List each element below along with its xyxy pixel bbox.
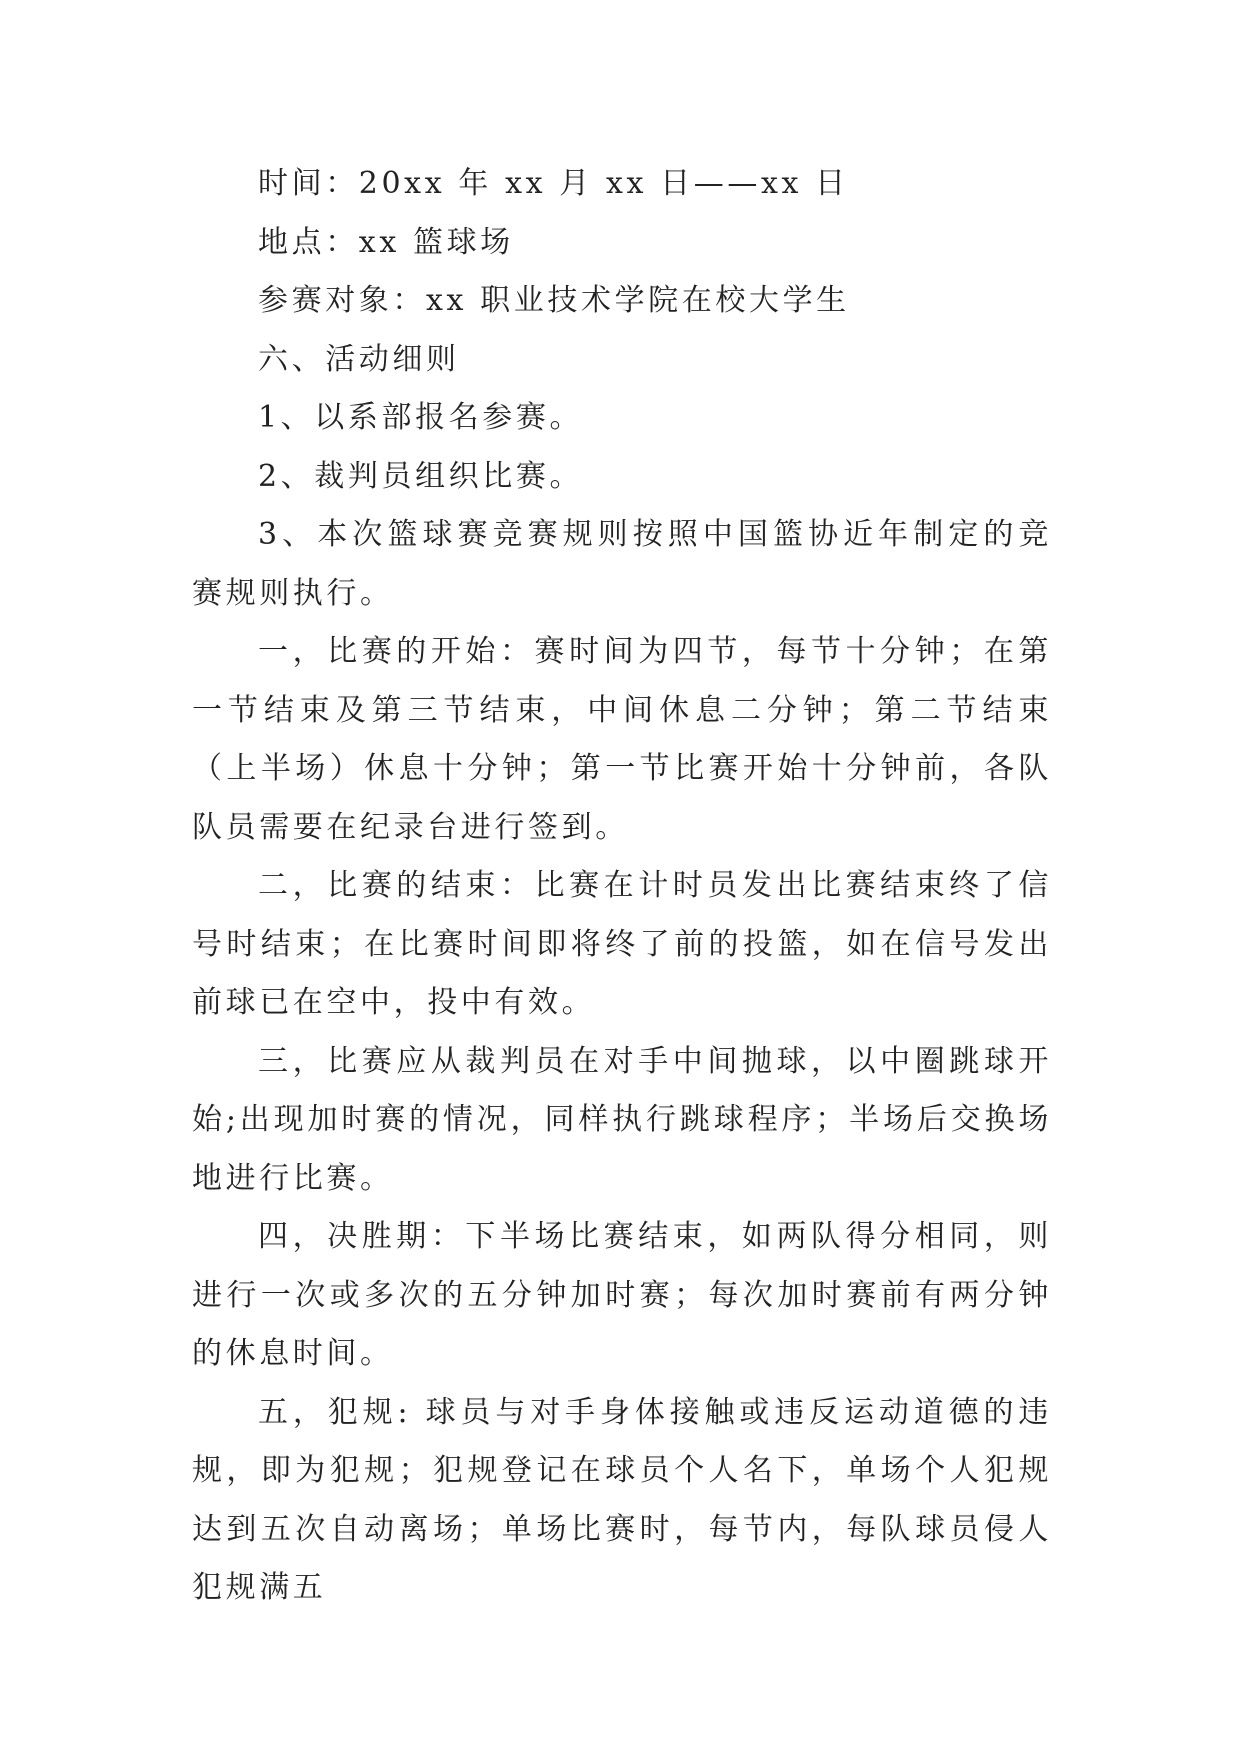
paragraph-time: 时间：20xx 年 xx 月 xx 日——xx 日 — [258, 166, 849, 201]
document-body — [192, 155, 1052, 1618]
paragraph-fouls: 五，犯规: 球员与对手身体接触或违反运动道德的违规，即为犯规；犯规登记在球员个人名下，单场个人犯规达到五次自动离场；单场比赛时，每节内，每队球员侵人犯规满五 — [192, 1394, 1052, 1605]
paragraph-jump-ball: 三，比赛应从裁判员在对手中间抛球，以中圈跳球开始;出现加时赛的情况，同样执行跳球程序；半场后交换场地进行比赛。 — [192, 1043, 1052, 1196]
section-heading-activity-rules: 六、活动细则 — [258, 341, 460, 377]
rule-item-2: 2、裁判员组织比赛。 — [258, 458, 584, 494]
paragraph-game-end: 二，比赛的结束：比赛在计时员发出比赛结束终了信号时结束；在比赛时间即将终了前的投篮，如在信号发出前球已在空中，投中有效。 — [192, 868, 1052, 1020]
rule-item-1: 1、以系部报名参赛。 — [258, 400, 584, 435]
paragraph-game-start: 一，比赛的开始：赛时间为四节，每节十分钟；在第一节结束及第三节结束，中间休息二分钟；第二节结束（上半场）休息十分钟；第一节比赛开始十分钟前，各队队员需要在纪录台进行签到。 — [192, 634, 1052, 845]
paragraph-participants: 参赛对象：xx 职业技术学院在校大学生 — [258, 283, 850, 318]
rule-item-3: 3、本次篮球赛竞赛规则按照中国篮协近年制定的竞赛规则执行。 — [192, 517, 1052, 611]
paragraph-overtime: 四，决胜期：下半场比赛结束，如两队得分相同，则进行一次或多次的五分钟加时赛；每次加时赛前有两分钟的休息时间。 — [192, 1219, 1052, 1371]
paragraph-location: 地点：xx 篮球场 — [258, 224, 514, 260]
